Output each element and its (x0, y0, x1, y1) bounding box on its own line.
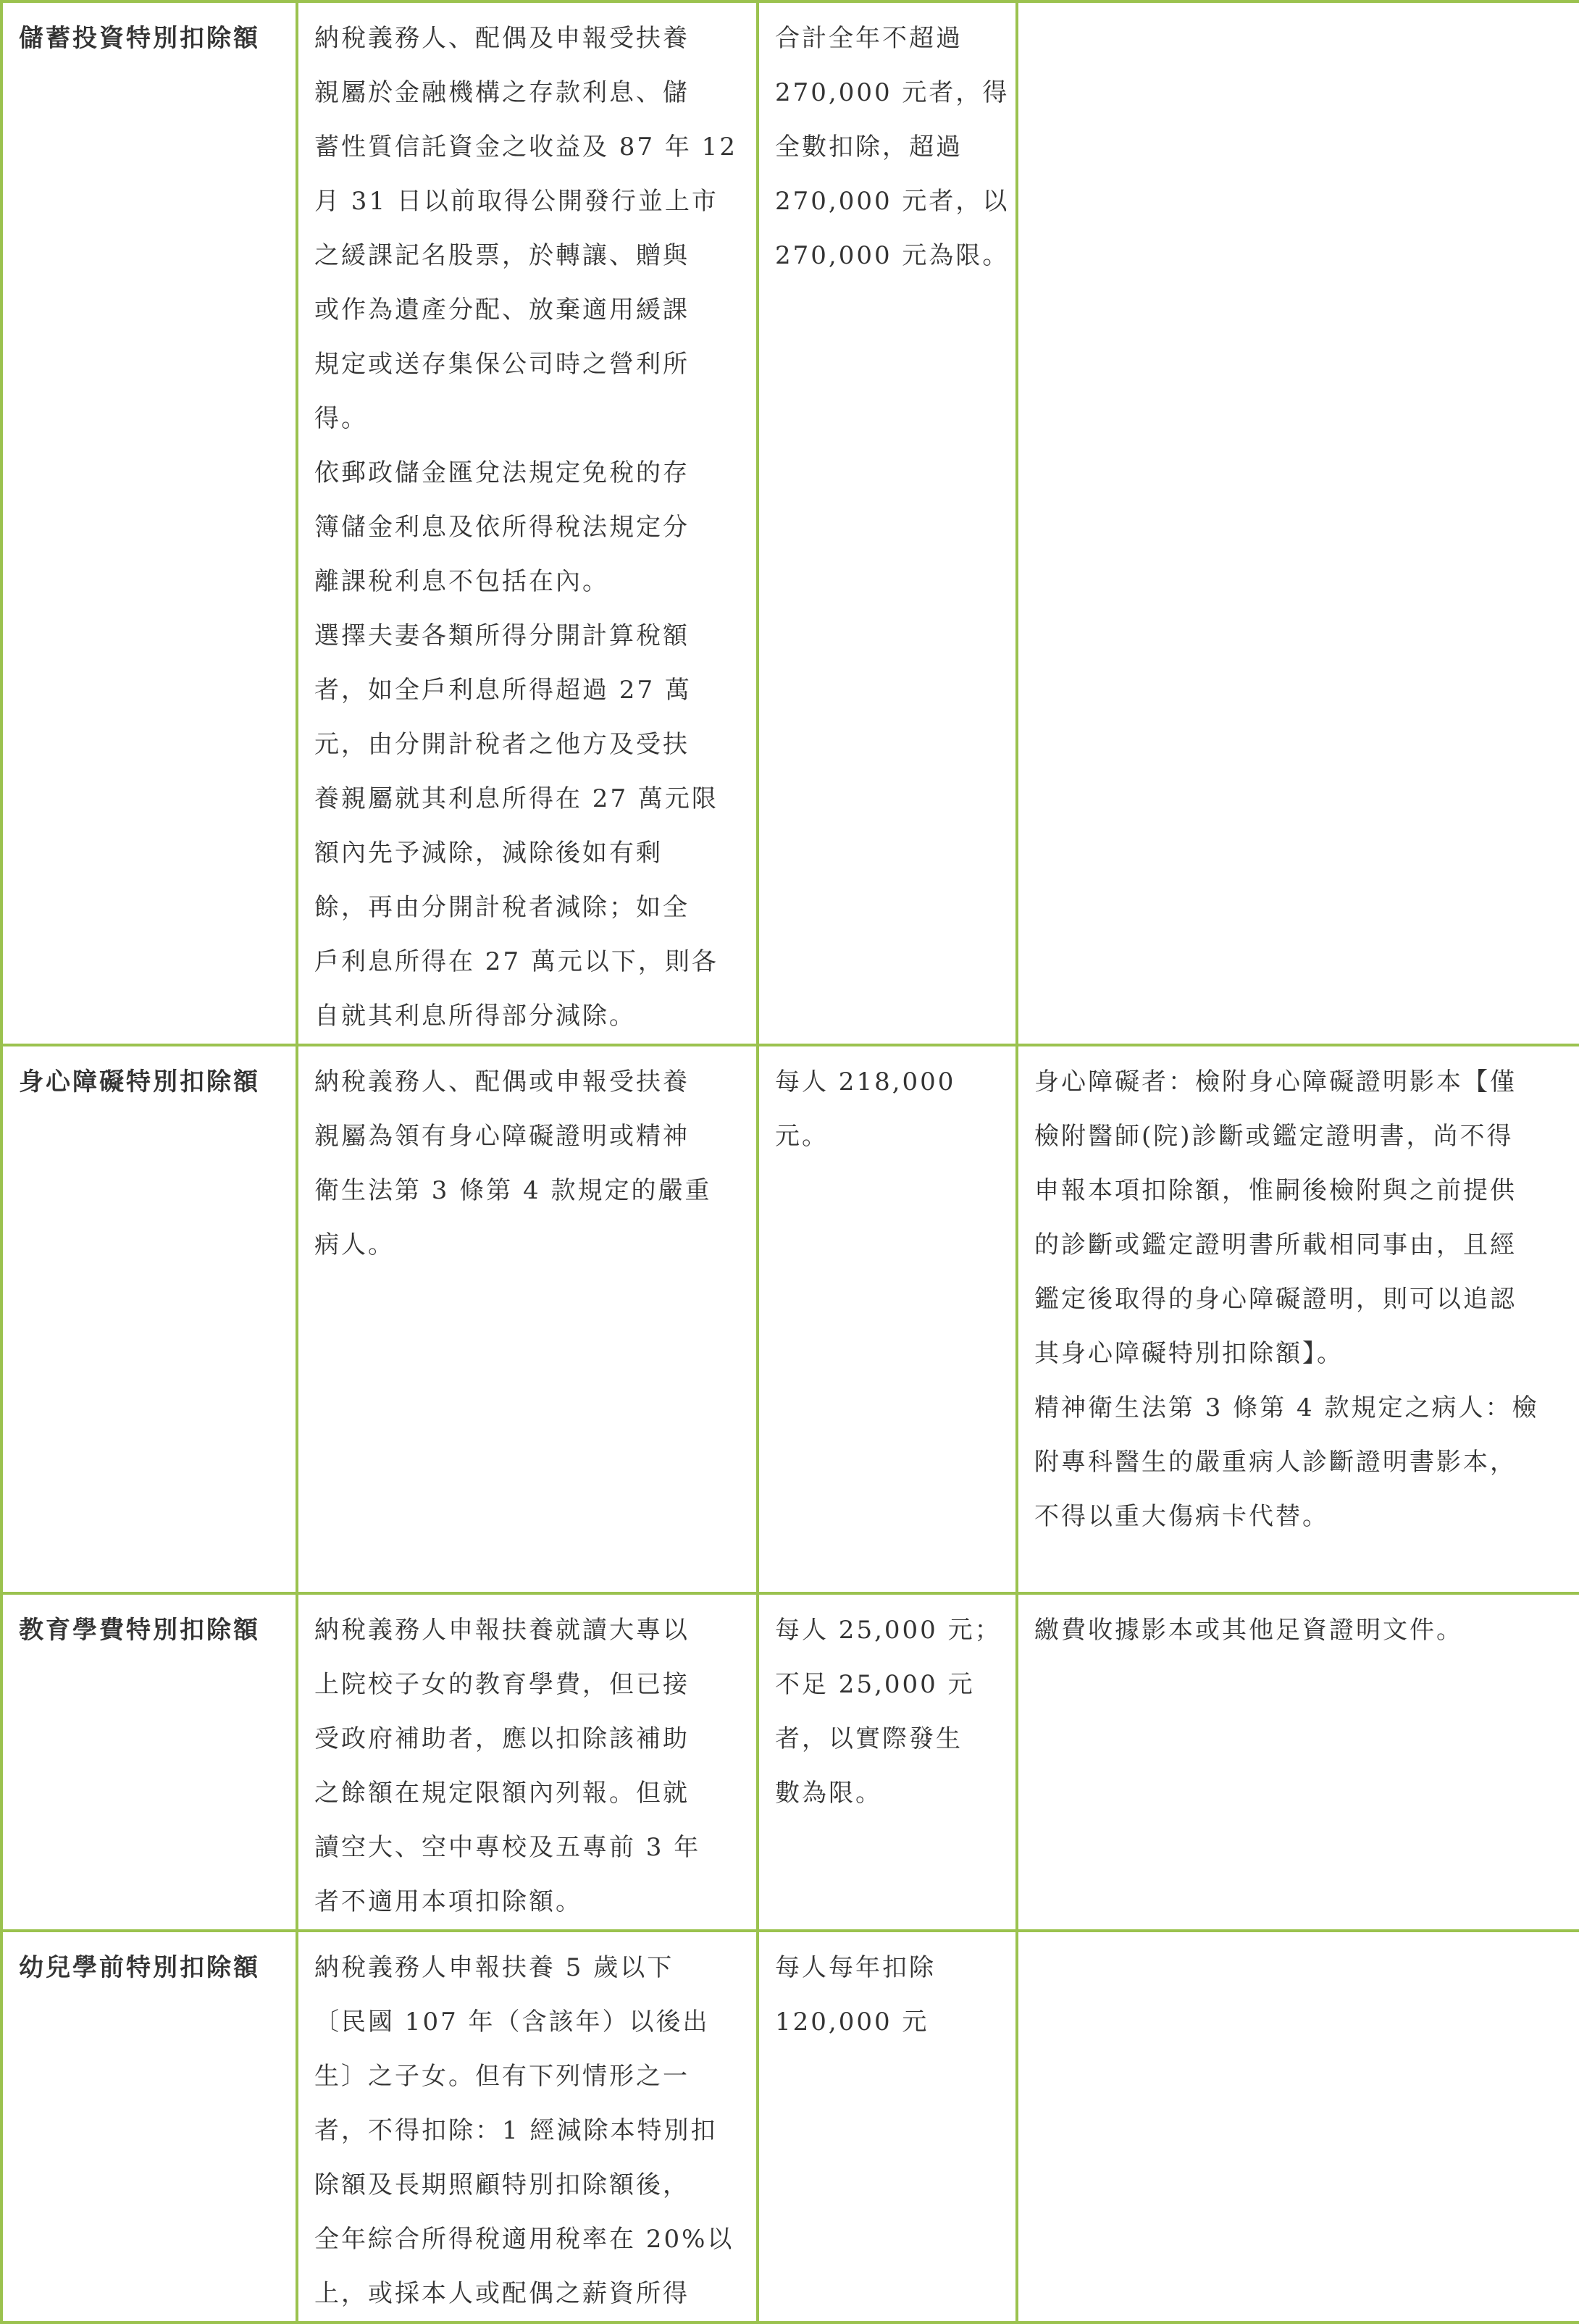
text-line: 上，或採本人或配偶之薪資所得 (314, 2279, 690, 2308)
text-line: 數為限。 (775, 1779, 882, 1808)
text-line: 其身心障礙特別扣除額】。 (1034, 1339, 1344, 1368)
table-row (1, 1045, 1579, 1593)
text-line: 270,000 元者，以 (775, 187, 1010, 216)
table-row (1, 1931, 1579, 2323)
text-line: 簿儲金利息及依所得稅法規定分 (314, 513, 690, 542)
description-text (314, 1603, 742, 1929)
text-line: 270,000 元為限。 (775, 241, 1010, 270)
text-line: 納稅義務人申報扶養就讀大專以 (314, 1616, 690, 1645)
text-line: 蓄性質信託資金之收益及 87 年 12 (314, 133, 737, 161)
limit-cell (758, 1, 1017, 1045)
text-line: 受政府補助者，應以扣除該補助 (314, 1724, 690, 1753)
deduction-name-cell (1, 1931, 297, 2323)
text-line: 親屬為領有身心障礙證明或精神 (314, 1122, 690, 1151)
text-line: 或作為遺產分配、放棄適用緩課 (314, 295, 690, 324)
text-line: 者，以實際發生 (775, 1724, 963, 1753)
text-line: 餘，再由分開計稅者減除；如全 (314, 893, 690, 922)
text-line: 之餘額在規定限額內列報。但就 (314, 1779, 690, 1808)
text-line: 納稅義務人、配偶及申報受扶養 (314, 24, 690, 53)
text-line: 鑑定後取得的身心障礙證明，則可以追認 (1034, 1285, 1517, 1314)
deduction-name-cell (1, 1, 297, 1045)
text-line: 納稅義務人申報扶養 5 歲以下 (314, 1953, 674, 1982)
text-line: 每人 25,000 元； (775, 1616, 1002, 1645)
limit-text (775, 1941, 1001, 2050)
deduction-name: 教育學費特別扣除額 (19, 1616, 260, 1645)
limit-text (775, 12, 1010, 283)
text-line: 月 31 日以前取得公開發行並上市 (314, 187, 719, 216)
text-line: 戶利息所得在 27 萬元以下，則各 (314, 947, 719, 976)
text-line: 依郵政儲金匯兌法規定免稅的存 (314, 458, 690, 487)
limit-text (775, 1055, 1001, 1164)
text-line: 親屬於金融機構之存款利息、儲 (314, 78, 690, 107)
text-line: 的診斷或鑑定證明書所載相同事由，且經 (1034, 1230, 1517, 1259)
text-line: 生〕之子女。但有下列情形之一 (314, 2062, 690, 2091)
text-line: 元，由分開計稅者之他方及受扶 (314, 730, 690, 759)
text-line: 上院校子女的教育學費，但已接 (314, 1670, 690, 1699)
proof-cell (1017, 1, 1579, 1045)
text-line: 元。 (775, 1122, 829, 1151)
text-line: 不足 25,000 元 (775, 1670, 975, 1699)
text-line: 每人每年扣除 (775, 1953, 936, 1982)
limit-cell (758, 1593, 1017, 1931)
text-line: 申報本項扣除額，惟嗣後檢附與之前提供 (1034, 1176, 1517, 1205)
text-line: 合計全年不超過 (775, 24, 963, 53)
text-line: 之緩課記名股票，於轉讓、贈與 (314, 241, 690, 270)
limit-text (775, 1603, 1001, 1821)
text-line: 每人 218,000 (775, 1067, 956, 1096)
description-text (314, 12, 742, 1044)
deduction-name-cell (1, 1593, 297, 1931)
text-line: 全年綜合所得稅適用稅率在 20%以 (314, 2225, 734, 2254)
text-line: 額內先予減除，減除後如有剩 (314, 839, 663, 868)
text-line: 者不適用本項扣除額。 (314, 1887, 582, 1916)
text-line: 養親屬就其利息所得在 27 萬元限 (314, 784, 719, 813)
text-line: 選擇夫妻各類所得分開計算稅額 (314, 621, 690, 650)
proof-cell (1017, 1931, 1579, 2323)
table-row (1, 1593, 1579, 1931)
description-cell (297, 1593, 758, 1931)
text-line: 〔民國 107 年（含該年）以後出 (314, 2008, 710, 2036)
deduction-name: 儲蓄投資特別扣除額 (19, 24, 260, 53)
text-line: 不得以重大傷病卡代替。 (1034, 1502, 1329, 1531)
text-line: 離課稅利息不包括在內。 (314, 567, 609, 596)
description-cell (297, 1931, 758, 2323)
text-line: 讀空大、空中專校及五專前 3 年 (314, 1833, 701, 1862)
text-line: 自就其利息所得部分減除。 (314, 1002, 636, 1031)
text-line: 繳費收據影本或其他足資證明文件。 (1034, 1616, 1463, 1645)
text-line: 衛生法第 3 條第 4 款規定的嚴重 (314, 1176, 712, 1205)
text-line: 者，不得扣除：1 經減除本特別扣 (314, 2116, 718, 2145)
limit-cell (758, 1045, 1017, 1593)
text-line: 病人。 (314, 1230, 395, 1259)
description-cell (297, 1, 758, 1045)
description-text (314, 1055, 742, 1272)
text-line: 除額及長期照顧特別扣除額後， (314, 2170, 690, 2199)
text-line: 得。 (314, 404, 368, 433)
table-row (1, 1, 1579, 1045)
text-line: 270,000 元者，得 (775, 78, 1010, 107)
deduction-name: 幼兒學前特別扣除額 (19, 1953, 260, 1982)
description-text (314, 1941, 742, 2321)
text-line: 者，如全戶利息所得超過 27 萬 (314, 676, 692, 705)
proof-cell (1017, 1045, 1579, 1593)
text-line: 納稅義務人、配偶或申報受扶養 (314, 1067, 690, 1096)
proof-cell (1017, 1593, 1579, 1931)
text-line: 規定或送存集保公司時之營利所 (314, 350, 690, 379)
text-line: 檢附醫師(院)診斷或鑑定證明書，尚不得 (1034, 1122, 1514, 1151)
description-cell (297, 1045, 758, 1593)
text-line: 身心障礙者：檢附身心障礙證明影本【僅 (1034, 1067, 1517, 1096)
deduction-name-cell (1, 1045, 297, 1593)
text-line: 精神衛生法第 3 條第 4 款規定之病人：檢 (1034, 1393, 1539, 1422)
limit-cell (758, 1931, 1017, 2323)
deduction-name: 身心障礙特別扣除額 (19, 1067, 260, 1096)
text-line: 附專科醫生的嚴重病人診斷證明書影本， (1034, 1448, 1517, 1477)
proof-text (1034, 1603, 1565, 1658)
proof-text (1034, 1055, 1565, 1544)
text-line: 全數扣除，超過 (775, 133, 963, 161)
text-line: 120,000 元 (775, 2008, 929, 2036)
